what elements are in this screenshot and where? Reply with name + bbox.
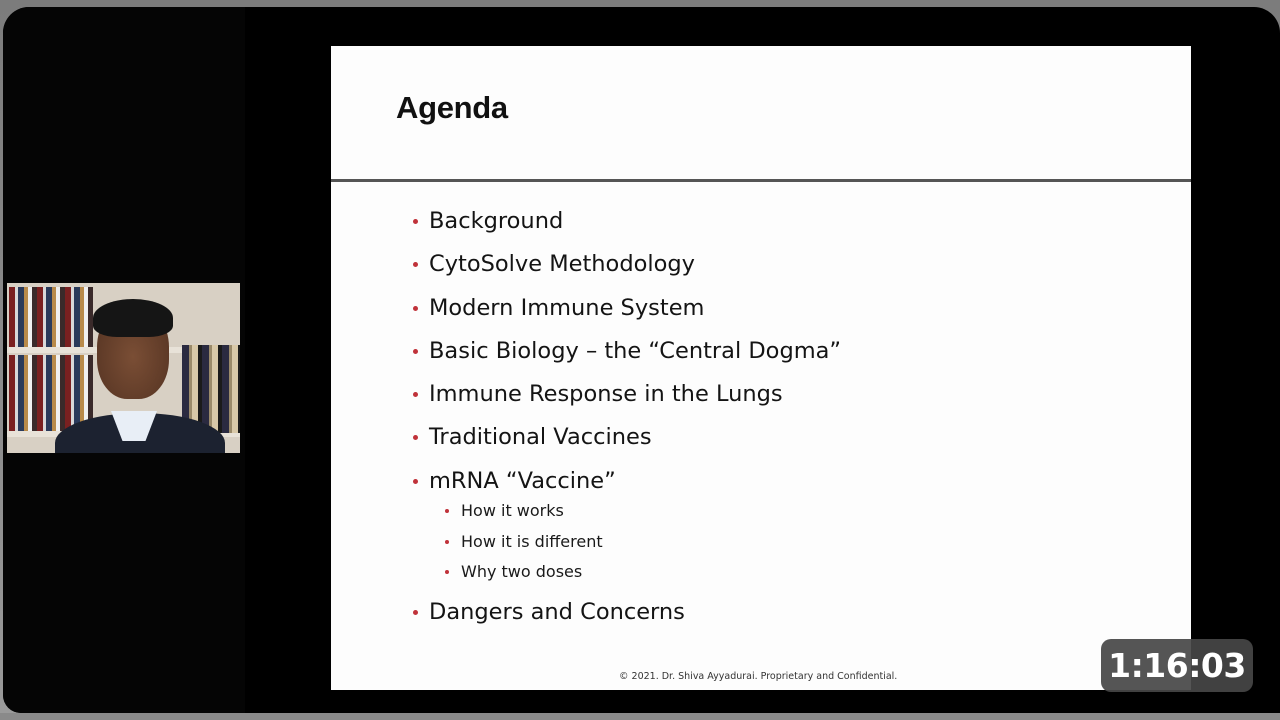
agenda-sub-list-container: [411, 501, 841, 593]
agenda-sub-item: [443, 501, 841, 532]
bullet-dot-icon: [413, 262, 418, 267]
video-player[interactable]: [3, 7, 1280, 713]
bullet-dot-icon: [413, 392, 418, 397]
bullet-dot-icon: [445, 509, 449, 513]
bullet-dot-icon: [445, 540, 449, 544]
agenda-item-label: Basic Biology – the “Central Dogma”: [429, 337, 842, 364]
bullet-dot-icon: [413, 610, 418, 615]
presenter-hair: [93, 299, 173, 337]
presentation-slide: [331, 46, 1191, 690]
bullet-dot-icon: [413, 306, 418, 311]
agenda-item: [411, 208, 841, 251]
agenda-sub-item-label: How it is different: [461, 531, 603, 551]
agenda-item-label: Modern Immune System: [429, 294, 705, 321]
agenda-item: [411, 338, 841, 381]
agenda-sub-item-label: Why two doses: [461, 562, 583, 582]
presenter-webcam-icon: [7, 283, 240, 453]
agenda-item-label: CytoSolve Methodology: [429, 251, 695, 278]
agenda-list: [411, 208, 841, 642]
agenda-item-label: Immune Response in the Lungs: [429, 381, 783, 408]
agenda-sub-item: [443, 532, 841, 563]
agenda-item: [411, 381, 841, 424]
agenda-item-label: Traditional Vaccines: [429, 424, 652, 451]
bullet-dot-icon: [413, 349, 418, 354]
bullet-dot-icon: [413, 219, 418, 224]
slide-title: Agenda: [396, 90, 508, 125]
agenda-item: [411, 251, 841, 294]
agenda-item-label: Dangers and Concerns: [429, 598, 685, 625]
video-duration-badge: 1:16:03: [1101, 639, 1253, 692]
agenda-item: [411, 599, 841, 642]
bullet-dot-icon: [413, 435, 418, 440]
agenda-sub-item: [443, 562, 841, 593]
bullet-dot-icon: [445, 570, 449, 574]
agenda-item-label: Background: [429, 208, 564, 234]
agenda-sub-item-label: How it works: [461, 501, 564, 521]
bookshelf-books: [9, 287, 93, 347]
agenda-item-label: mRNA “Vaccine”: [429, 467, 616, 494]
slide-copyright: © 2021. Dr. Shiva Ayyadurai. Proprietary and Confidential.: [619, 671, 898, 682]
bullet-dot-icon: [413, 479, 418, 484]
agenda-item: [411, 295, 841, 338]
agenda-sub-list: [443, 501, 841, 593]
bottom-edge: [0, 713, 1280, 720]
agenda-item: [411, 424, 841, 467]
title-divider: [331, 179, 1191, 182]
